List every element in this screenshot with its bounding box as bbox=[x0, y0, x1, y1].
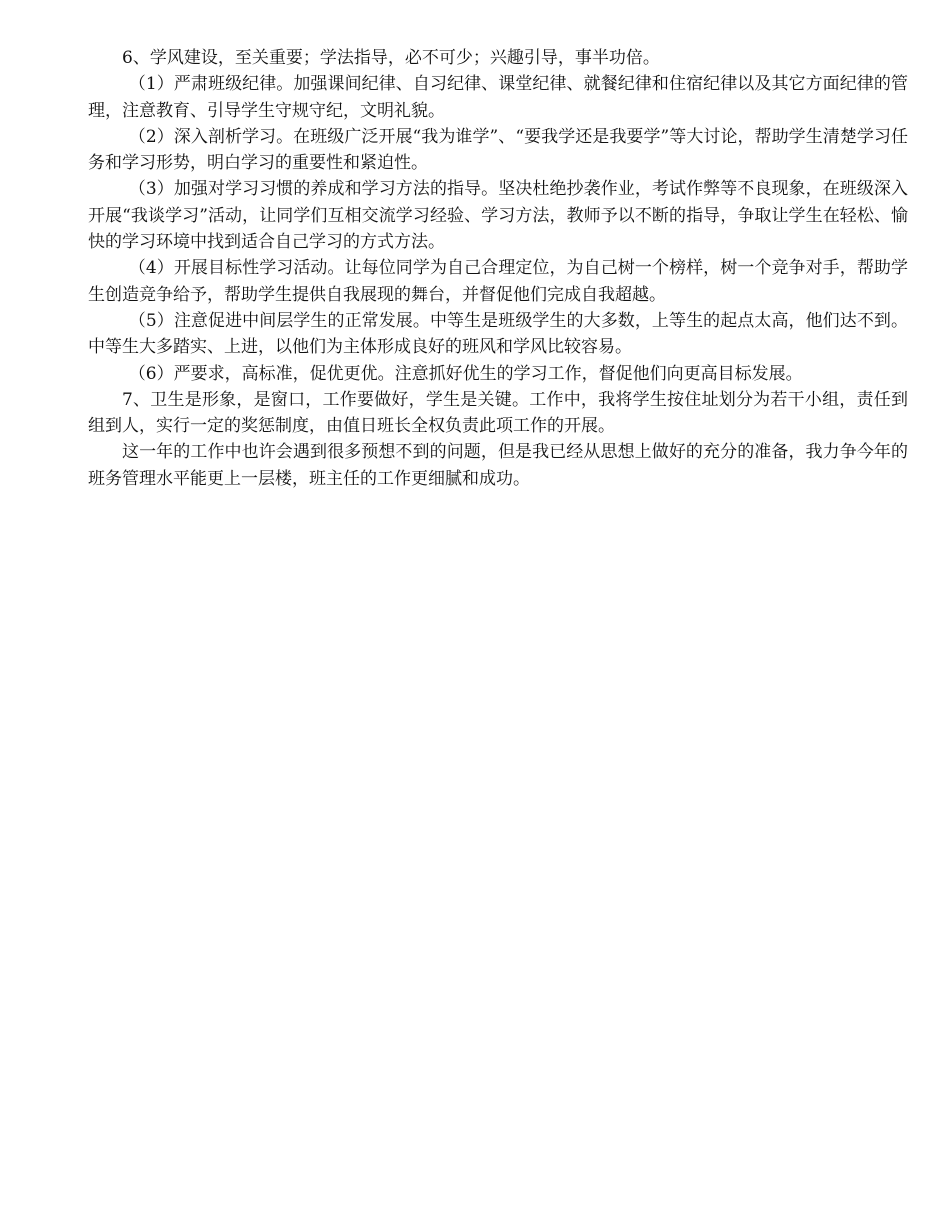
paragraph-subitem-4: （4）开展目标性学习活动。让每位同学为自己合理定位，为自己树一个榜样，树一个竞争对手，帮助学生创造竞争给予，帮助学生提供自我展现的舞台，并督促他们完成自我超越。 bbox=[88, 258, 908, 305]
document-body bbox=[88, 45, 908, 492]
paragraph-item-7: 7、卫生是形象，是窗口，工作要做好，学生是关键。工作中，我将学生按住址划分为若干小组，责任到组到人，实行一定的奖惩制度，由值日班长全权负责此项工作的开展。 bbox=[88, 389, 908, 437]
paragraph-subitem-6: （6）严要求，高标准，促优更优。注意抓好优生的学习工作，督促他们向更高目标发展。 bbox=[128, 363, 803, 384]
paragraph-subitem-5: （5）注意促进中间层学生的正常发展。中等生是班级学生的大多数，上等生的起点太高，他们达不到。中等生大多踏实、上进，以他们为主体形成良好的班风和学风比较容易。 bbox=[88, 310, 908, 358]
paragraph-item-6: 6、学风建设，至关重要；学法指导，必不可少；兴趣引导，事半功倍。 bbox=[122, 48, 660, 68]
paragraph-subitem-1: （1）严肃班级纪律。加强课间纪律、自习纪律、课堂纪律、就餐纪律和住宿纪律以及其它方面纪律的管理，注意教育、引导学生守规守纪，文明礼貌。 bbox=[88, 74, 908, 121]
paragraph-subitem-3: （3）加强对学习习惯的养成和学习方法的指导。坚决杜绝抄袭作业，考试作弊等不良现象，在班级深入开展“我谈学习”活动，让同学们互相交流学习经验、学习方法，教师予以不断的指导，争取让学生在轻松、愉快的学习环境中找到适合自己学习的方式方法。 bbox=[88, 179, 908, 253]
paragraph-subitem-2: （2）深入剖析学习。在班级广泛开展“我为谁学”、“要我学还是我要学”等大讨论，帮助学生清楚学习任务和学习形势，明白学习的重要性和紧迫性。 bbox=[88, 126, 908, 174]
paragraph-conclusion: 这一年的工作中也许会遇到很多预想不到的问题，但是我已经从思想上做好的充分的准备，我力争今年的班务管理水平能更上一层楼，班主任的工作更细腻和成功。 bbox=[88, 442, 908, 489]
